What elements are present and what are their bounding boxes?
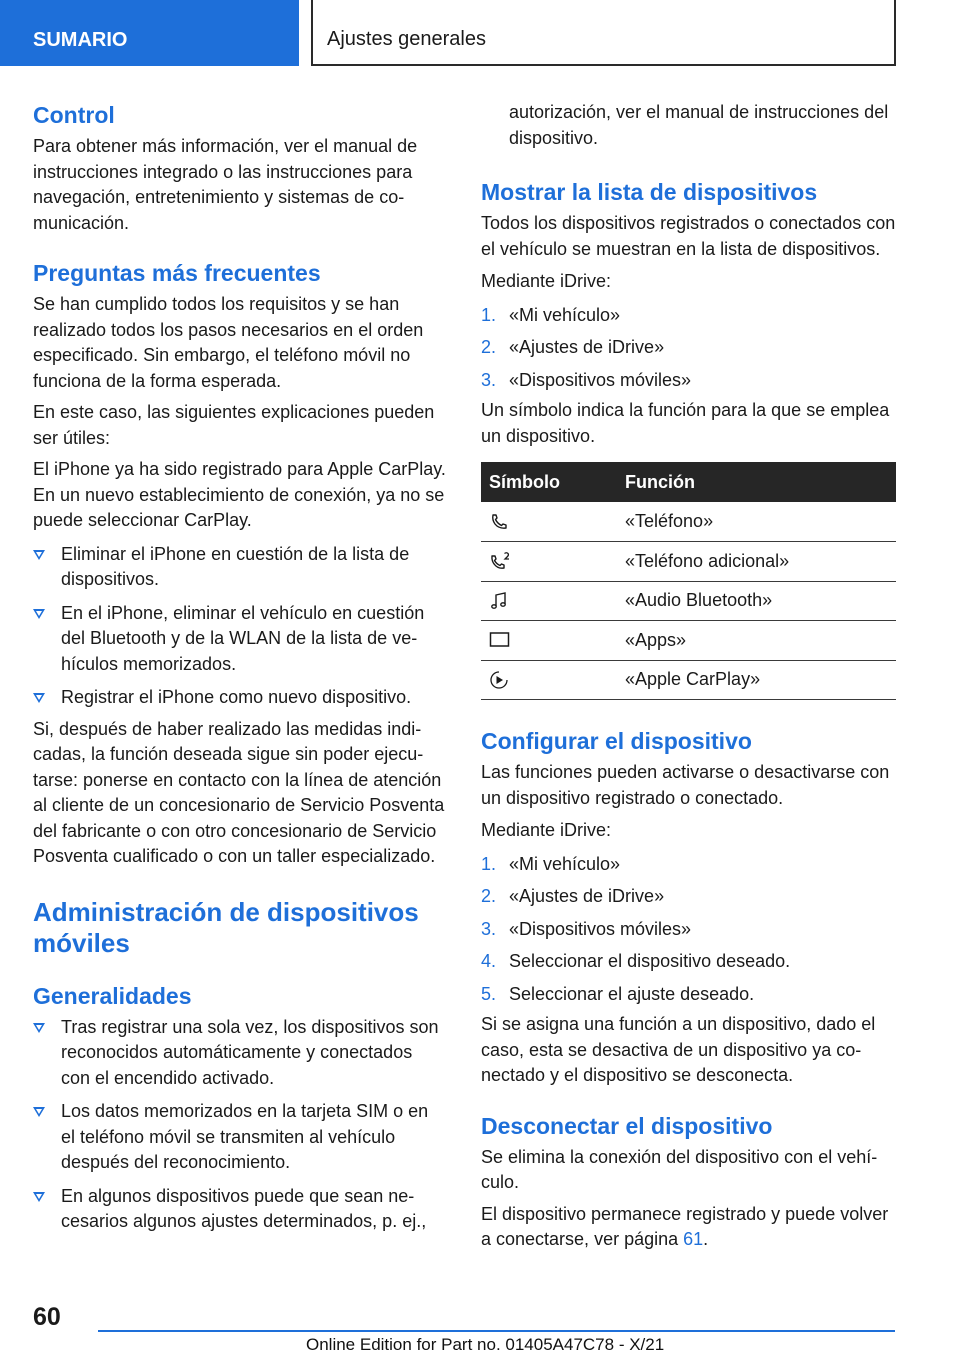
symbol-table (481, 462, 896, 700)
table-cell: «Apple CarPlay» (619, 660, 896, 700)
list-item: 2. «Ajustes de iDrive» (481, 337, 665, 357)
list-item: 5. Seleccionar el ajuste deseado. (481, 983, 755, 1004)
control-text: Para obtener más información, ver el manual de instrucciones integrado o las instrucciones para navegación, entretenimiento y sistemas de comunicación. (33, 136, 418, 233)
right-column (481, 100, 896, 1253)
triangle-bullet-icon (33, 1023, 45, 1033)
table-row (481, 660, 896, 700)
continued-text: autorización, ver el manual de instrucciones del dispositivo. (509, 102, 889, 148)
carplay-icon (481, 660, 619, 700)
phone-icon (481, 502, 619, 542)
disconnect-paragraph-2: El dispositivo permanece registrado y puede volver a conectarse, ver página 61. (481, 1203, 889, 1249)
faq-paragraph-2: En este caso, las siguientes explicaciones pueden ser útiles: (33, 402, 435, 448)
heading-device-list: Mostrar la lista de dispositivos (481, 179, 818, 205)
summary-tab[interactable]: SUMARIO (0, 0, 299, 66)
triangle-bullet-icon (33, 550, 45, 560)
list-item: 3. «Dispositivos móviles» (481, 918, 692, 939)
table-cell: «Teléfono adicional» (619, 542, 896, 582)
music-note-icon (481, 581, 619, 621)
triangle-bullet-icon (33, 1107, 45, 1117)
list-item: 1. «Mi vehículo» (481, 853, 621, 874)
heading-faq: Preguntas más frecuentes (33, 260, 321, 286)
faq-paragraph-3: El iPhone ya ha sido registrado para Apple CarPlay. En un nuevo establecimiento de conexión, ya no se puede seleccionar CarPlay. (33, 459, 446, 530)
list-item: Tras registrar una sola vez, los dispositivos son reconocidos automáticamente y conectados con el encendido activado. (33, 1015, 446, 1092)
config-steps (481, 852, 896, 1008)
col-symbol-header: Símbolo (481, 462, 619, 502)
config-via: Mediante iDrive: (481, 820, 612, 840)
faq-paragraph-1: Se han cumplido todos los requisitos y se han realizado todos los pasos necesarios en el orden especificado. Sin embargo, el teléfono móvil no funciona de la forma esperada. (33, 294, 424, 391)
table-header-row (481, 462, 896, 502)
triangle-bullet-icon (33, 609, 45, 619)
table-cell: «Apps» (619, 621, 896, 661)
heading-general: Generalidades (33, 982, 192, 1009)
list-paragraph-1: Todos los dispositivos registrados o conectados con el vehículo se muestran en la lista de dispositivos. (481, 213, 896, 259)
apps-icon (481, 621, 619, 661)
faq-paragraph-4: Si, después de haber realizado las medidas indicadas, la función deseada sigue sin poder ejecutarse: ponerse en contacto con la línea de atención al cliente de un concesionario de Servicio Posventa del fabricante o con otro concesionario de Servicio Posventa cualificado o con un taller especializado. (33, 718, 445, 866)
triangle-bullet-icon (33, 1192, 45, 1202)
top-bar (0, 0, 960, 66)
heading-control: Control (33, 102, 115, 128)
list-steps (481, 303, 896, 394)
additional-phone-icon (481, 542, 619, 582)
list-via: Mediante iDrive: (481, 271, 612, 291)
table-row (481, 542, 896, 582)
footer-divider (98, 1330, 895, 1332)
footer-edition: Online Edition for Part no. 01405A47C78 - X/21 (306, 1335, 665, 1354)
list-item: Los datos memorizados en la tarjeta SIM o en el teléfono móvil se transmiten al vehículo después del reconocimiento. (33, 1099, 446, 1176)
table-row (481, 581, 896, 621)
heading-configure: Configurar el dispositivo (481, 728, 752, 754)
faq-bullet-list (33, 542, 446, 711)
table-row (481, 621, 896, 661)
list-item: 3. «Dispositivos móviles» (481, 369, 692, 390)
table-row (481, 502, 896, 542)
table-cell: «Audio Bluetooth» (619, 581, 896, 621)
heading-admin: Administración de dispositivos móviles (33, 896, 419, 958)
general-bullet-list (33, 1015, 446, 1235)
list-item: 4. Seleccionar el dispositivo deseado. (481, 951, 791, 971)
config-paragraph-1: Las funciones pueden activarse o desactivarse con un dispositivo registrado o conectado. (481, 762, 890, 808)
page-link[interactable]: 61 (683, 1229, 704, 1249)
list-item: 2. «Ajustes de iDrive» (481, 886, 665, 906)
heading-disconnect: Desconectar el dispositivo (481, 1112, 773, 1139)
list-item: En algunos dispositivos puede que sean necesarios algunos ajustes determinados, p. ej., (33, 1184, 446, 1235)
page-number: 60 (33, 1303, 61, 1331)
section-title: Ajustes generales (311, 0, 896, 66)
col-function-header: Función (619, 462, 896, 502)
list-item: Registrar el iPhone como nuevo dispositivo. (33, 685, 446, 711)
left-column (33, 100, 446, 1235)
table-cell: «Teléfono» (619, 502, 896, 542)
list-item: En el iPhone, eliminar el vehículo en cuestión del Bluetooth y de la WLAN de la lista de vehículos memorizados. (33, 601, 446, 678)
config-paragraph-2: Si se asigna una función a un dispositivo, dado el caso, esta se desactiva de un dispositivo ya conectado y el dispositivo se desconecta. (481, 1014, 876, 1085)
triangle-bullet-icon (33, 693, 45, 703)
list-item: 1. «Mi vehículo» (481, 304, 621, 325)
disconnect-paragraph-1: Se elimina la conexión del dispositivo con el vehículo. (481, 1146, 878, 1192)
list-item: Eliminar el iPhone en cuestión de la lista de dispositivos. (33, 542, 446, 593)
list-paragraph-2: Un símbolo indica la función para la que se emplea un dispositivo. (481, 400, 890, 446)
